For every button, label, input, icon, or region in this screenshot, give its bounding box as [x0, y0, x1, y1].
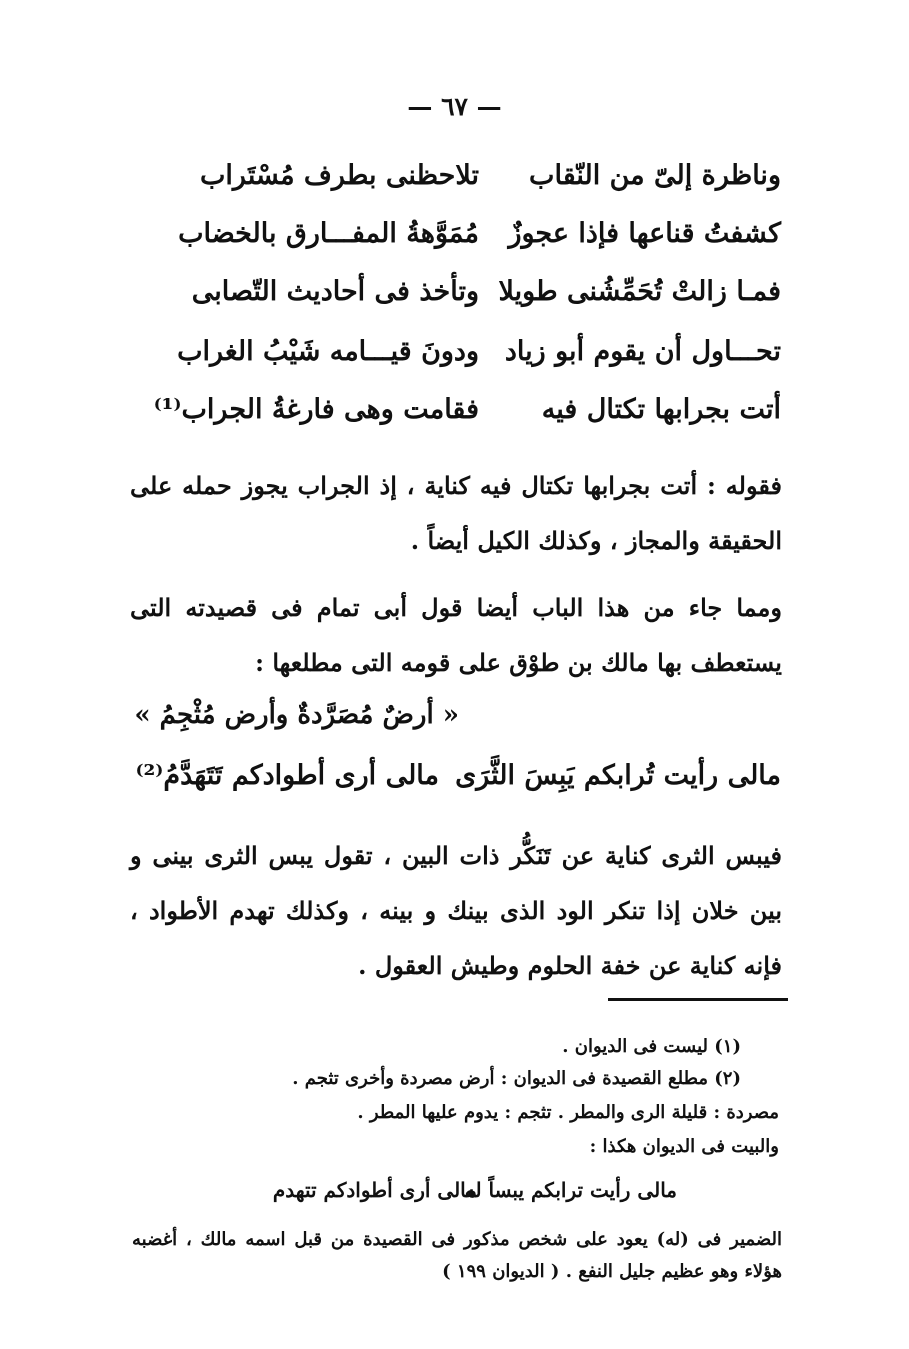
- footnote-pronoun-note: الضمير فى (له) يعود على شخص مذكور فى القصيدة من قبل اسمه مالك ، أغضبه هؤلاء وهو عظيم جليل النفع . ( الديوان ١٩٩ ): [132, 1229, 782, 1282]
- verse-second-hemistich: وتأخذ فى أحاديث التّصابى: [191, 276, 479, 307]
- verse-first-hemistich: فمـا زالتْ تُحَمِّشُنى طويلا: [498, 276, 781, 307]
- verse-second-hemistich: ودونَ قيـــامه شَيْبُ الغراب: [177, 336, 479, 367]
- footnote-2-gloss: مصردة : قليلة الرى والمطر . تثجم : يدوم عليها المطر .: [357, 1102, 779, 1123]
- verse-first-hemistich: وناظرة إلىّ من النّقاب: [529, 160, 781, 191]
- verse-first-hemistich: أتت بجرابها تكتال فيه: [541, 394, 781, 425]
- verse-second-hemistich: تلاحظنى بطرف مُسْتَراب: [200, 160, 479, 191]
- footnote-verse-first: مالى رأيت ترابكم يبساً له: [464, 1178, 677, 1202]
- verse-line-1: [0, 160, 909, 200]
- commentary-paragraph-1: فقوله : أتت بجرابها تكتال فيه كناية ، إذ الجراب يجوز حمله على الحقيقة والمجاز ، وكذلك الكيل أيضاً .: [130, 471, 782, 555]
- footnote-1: (١) ليست فى الديوان .: [562, 1036, 741, 1057]
- footnote-2-diwan-note: والبيت فى الديوان هكذا :: [589, 1136, 779, 1157]
- verse-second-hemistich: فقامت وهى فارغةُ الجراب⁽¹⁾: [153, 394, 479, 425]
- commentary-paragraph-3: فيبس الثرى كناية عن تَنَكُّر ذات البين ، تقول يبس الثرى بينى و بين خلان إذا تنكر الود الذى بينك و بينه ، وكذلك تهدم الأطواد ، فإنه كناية عن خفة الحلوم وطيش العقول .: [130, 841, 782, 980]
- verse-first-hemistich: كشفتُ قناعها فإذا عجوزٌ: [508, 218, 781, 249]
- footnote-separator: [608, 998, 788, 1001]
- poem-opening-quote: « أرضٌ مُصَرَّدةٌ وأرض مُثْجِمُ »: [134, 700, 459, 730]
- verse-second-hemistich: مالى أرى أطوادكم تَتَهَدَّمُ⁽²⁾: [135, 760, 439, 791]
- verse-first-hemistich: تحـــاول أن يقوم أبو زياد: [504, 336, 781, 367]
- verse-line-2: [0, 218, 909, 258]
- footnote-verse-second: مالى أرى أطوادكم تتهدم: [272, 1178, 477, 1202]
- page-number: — ٦٧ —: [407, 92, 502, 121]
- verse-line-5: [0, 394, 909, 434]
- commentary-paragraph-2: ومما جاء من هذا الباب أيضا قول أبى تمام فى قصيدته التى يستعطف بها مالك بن طوْق على قومه التى مطلعها :: [130, 593, 782, 677]
- verse-line-abu-tammam: [0, 760, 909, 800]
- footnote-2: (٢) مطلع القصيدة فى الديوان : أرض مصردة وأخرى تثجم .: [292, 1068, 741, 1089]
- verse-second-hemistich: مُمَوَّهةُ المفـــارق بالخضاب: [178, 218, 479, 249]
- verse-line-3: [0, 276, 909, 316]
- verse-line-4: [0, 336, 909, 376]
- verse-first-hemistich: مالى رأيت تُرابكم يَبِسَ الثَّرَى: [455, 760, 781, 791]
